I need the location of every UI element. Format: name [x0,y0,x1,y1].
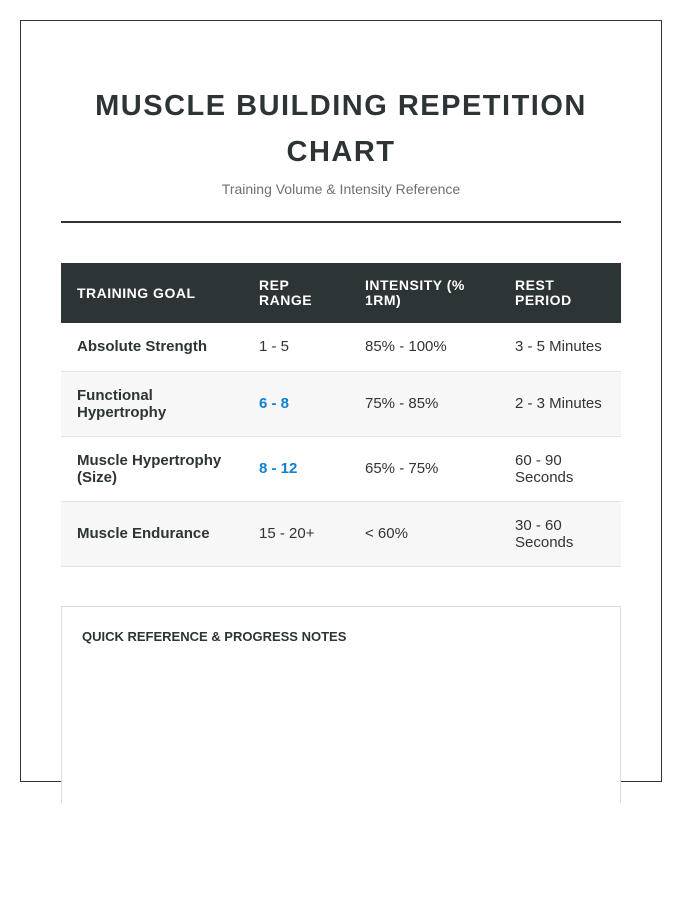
table-header-row [61,263,621,323]
training-goal-cell: Functional Hypertrophy [61,371,243,436]
repetition-table [61,263,621,567]
rest-period-cell: 3 - 5 Minutes [499,323,621,371]
rep-range-cell: 1 - 5 [243,323,349,371]
training-goal-cell: Absolute Strength [61,323,243,371]
rest-period-cell: 60 - 90 Seconds [499,436,621,501]
rep-range-cell: 15 - 20+ [243,501,349,566]
notes-title: QUICK REFERENCE & PROGRESS NOTES [82,629,347,644]
page-subtitle: Training Volume & Intensity Reference [221,181,461,197]
table-row [61,501,621,566]
title-divider [61,221,621,223]
notes-box [61,606,621,803]
rest-period-cell: 30 - 60 Seconds [499,501,621,566]
intensity-cell: < 60% [349,501,499,566]
column-header-rep-range: REP RANGE [259,277,313,308]
column-header-training-goal: TRAINING GOAL [77,284,196,301]
rest-period-cell: 2 - 3 Minutes [499,371,621,436]
notes-box-overflow [61,782,621,802]
rep-range-cell: 8 - 12 [243,436,349,501]
table-row [61,436,621,501]
training-goal-cell: Muscle Endurance [61,501,243,566]
intensity-cell: 65% - 75% [349,436,499,501]
intensity-cell: 75% - 85% [349,371,499,436]
table-row [61,371,621,436]
training-goal-cell: Muscle Hypertrophy (Size) [61,436,243,501]
intensity-cell: 85% - 100% [349,323,499,371]
column-header-intensity: INTENSITY (% 1RM) [365,277,465,308]
column-header-rest-period: REST PERIOD [515,277,572,308]
rep-range-cell: 6 - 8 [243,371,349,436]
page-title: MUSCLE BUILDING REPETITION CHART [95,90,587,168]
table-row [61,323,621,371]
document-page [20,20,662,782]
